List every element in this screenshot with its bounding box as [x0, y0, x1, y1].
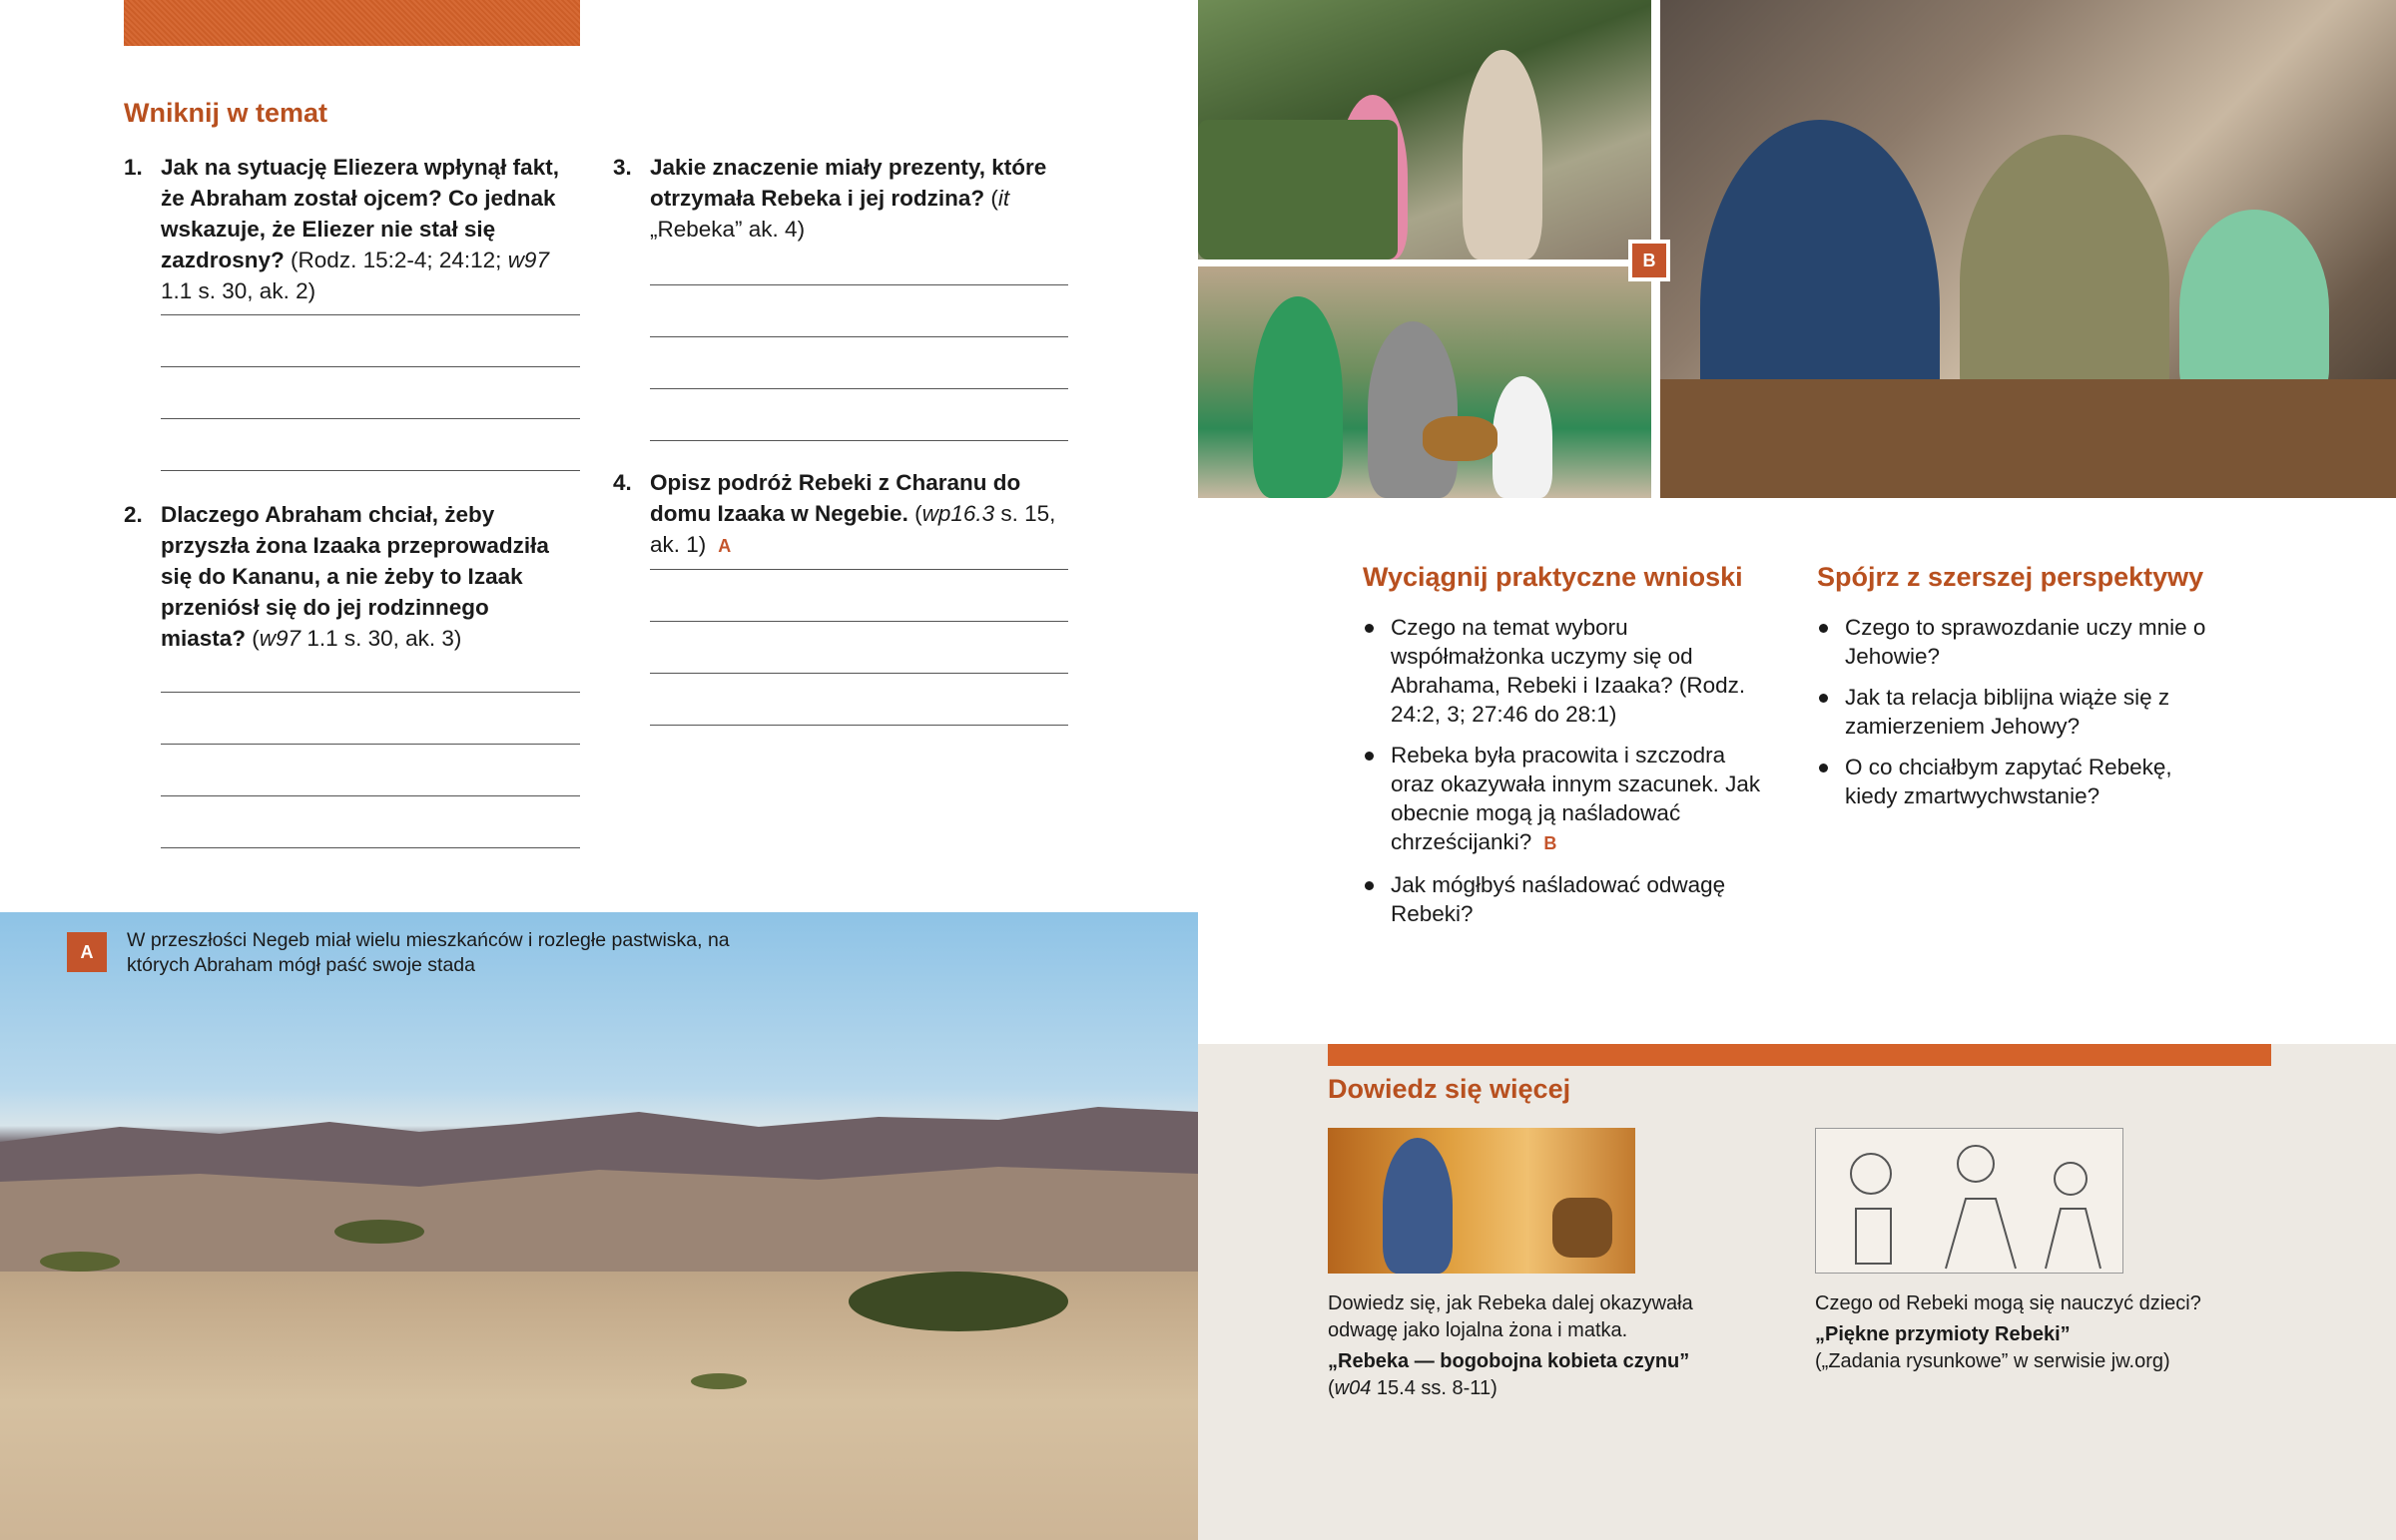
- answer-line[interactable]: [650, 725, 1068, 726]
- question-3: [613, 152, 1072, 245]
- answer-lines-3: [650, 284, 1068, 441]
- question-2: [124, 499, 580, 654]
- question-reference: (wp16.3 s. 15, ak. 1): [650, 501, 1056, 557]
- list-item: Rebeka była pracowita i szczodra oraz okazywała innym szacunek. Jak obecnie mogą ją naśladować chrześcijanki? B: [1363, 741, 1772, 858]
- learn-more-card-1: [1328, 1290, 1727, 1402]
- question-4: [613, 467, 1072, 562]
- broader-perspective-list: [1817, 613, 2226, 822]
- question-text: Dlaczego Abraham chciał, żeby przyszła żona Izaaka przeprowadziła się do Kananu, a nie żeby to Izaak przeniósł się do jej rodzinnego miasta?: [161, 502, 549, 651]
- photo-sharing-vegetables: [1198, 266, 1651, 498]
- photo-negeb-desert: [0, 912, 1198, 1540]
- list-item: Czego na temat wyboru współmałżonka uczymy się od Abrahama, Rebeki i Izaaka? (Rodz. 24:2, 3; 27:46 do 28:1): [1363, 613, 1772, 729]
- answer-line[interactable]: [650, 569, 1068, 570]
- question-text: Opisz podróż Rebeki z Charanu do domu Izaaka w Negebie.: [650, 470, 1021, 526]
- answer-line[interactable]: [650, 388, 1068, 389]
- section-title-wniknij: Wniknij w temat: [124, 98, 328, 128]
- answer-line[interactable]: [161, 418, 580, 419]
- photo-family-bible-study: [1660, 0, 2396, 498]
- thumbnail-coloring-drawing[interactable]: [1815, 1128, 2123, 1274]
- answer-line[interactable]: [650, 673, 1068, 674]
- question-number: 1.: [124, 155, 143, 180]
- question-reference: (w97 1.1 s. 30, ak. 3): [246, 626, 462, 651]
- question-reference: (it „Rebeka” ak. 4): [650, 186, 1010, 242]
- desert-landscape-illustration: [0, 912, 1198, 1540]
- answer-line[interactable]: [650, 284, 1068, 285]
- practical-lessons-list: [1363, 613, 1772, 940]
- learn-more-card-2: [1815, 1290, 2254, 1375]
- answer-line[interactable]: [161, 744, 580, 745]
- list-item: O co chciałbym zapytać Rebekę, kiedy zmartwychwstanie?: [1817, 753, 2226, 810]
- question-reference: (Rodz. 15:2-4; 24:12; w97 1.1 s. 30, ak. 2): [161, 248, 549, 303]
- thumbnail-rebeka-painting[interactable]: [1328, 1128, 1635, 1274]
- card-description: Czego od Rebeki mogą się nauczyć dzieci?: [1815, 1292, 2201, 1314]
- question-text: Jakie znaczenie miały prezenty, które otrzymała Rebeka i jej rodzina?: [650, 155, 1047, 211]
- answer-line[interactable]: [161, 847, 580, 848]
- answer-line[interactable]: [650, 336, 1068, 337]
- answer-lines-1: [161, 314, 580, 471]
- question-text: Jak na sytuację Eliezera wpłynął fakt, że Abraham został ojcem? Co jednak wskazuje, że Eliezer nie stał się zazdrosny?: [161, 155, 559, 272]
- section-title-dowiedz: Dowiedz się więcej: [1328, 1074, 1571, 1104]
- decorative-top-strip: [124, 0, 580, 46]
- article-link[interactable]: „Piękne przymioty Rebeki”: [1815, 1323, 2071, 1345]
- answer-lines-2: [161, 692, 580, 848]
- answer-line[interactable]: [161, 692, 580, 693]
- drawing-sketch: [1816, 1129, 2122, 1273]
- question-number: 4.: [613, 470, 632, 495]
- list-item: Jak ta relacja biblijna wiąże się z zamierzeniem Jehowy?: [1817, 683, 2226, 741]
- figure-badge-a: A: [67, 932, 107, 972]
- question-1: [124, 152, 580, 306]
- answer-line[interactable]: [650, 440, 1068, 441]
- answer-line[interactable]: [161, 366, 580, 367]
- card-description: Dowiedz się, jak Rebeka dalej okazywała odwagę jako lojalna żona i matka.: [1328, 1292, 1693, 1341]
- list-item: Jak mógłbyś naśladować odwagę Rebeki?: [1363, 870, 1772, 928]
- answer-lines-4: [650, 569, 1068, 726]
- article-link[interactable]: „Rebeka — bogobojna kobieta czynu”: [1328, 1350, 1690, 1372]
- learn-more-bar: [1328, 1044, 2271, 1066]
- question-number: 3.: [613, 155, 632, 180]
- photo-mother-daughter-garden: [1198, 0, 1651, 259]
- answer-line[interactable]: [161, 470, 580, 471]
- section-title-wnioski: Wyciągnij praktyczne wnioski: [1363, 562, 1743, 592]
- article-reference: („Zadania rysunkowe” w serwisie jw.org): [1815, 1350, 2170, 1372]
- figure-caption-a: W przeszłości Negeb miał wielu mieszkańców i rozległe pastwiska, na których Abraham mógł paść swoje stada: [127, 929, 730, 976]
- question-number: 2.: [124, 502, 143, 527]
- figure-marker-a: A: [718, 536, 732, 556]
- article-reference: (w04 15.4 ss. 8-11): [1328, 1377, 1498, 1399]
- answer-line[interactable]: [161, 314, 580, 315]
- figure-marker-b: B: [1543, 833, 1557, 853]
- list-item: Czego to sprawozdanie uczy mnie o Jehowie?: [1817, 613, 2226, 671]
- answer-line[interactable]: [161, 795, 580, 796]
- section-title-perspektywa: Spójrz z szerszej perspektywy: [1817, 562, 2204, 592]
- answer-line[interactable]: [650, 621, 1068, 622]
- figure-badge-b: B: [1628, 240, 1670, 281]
